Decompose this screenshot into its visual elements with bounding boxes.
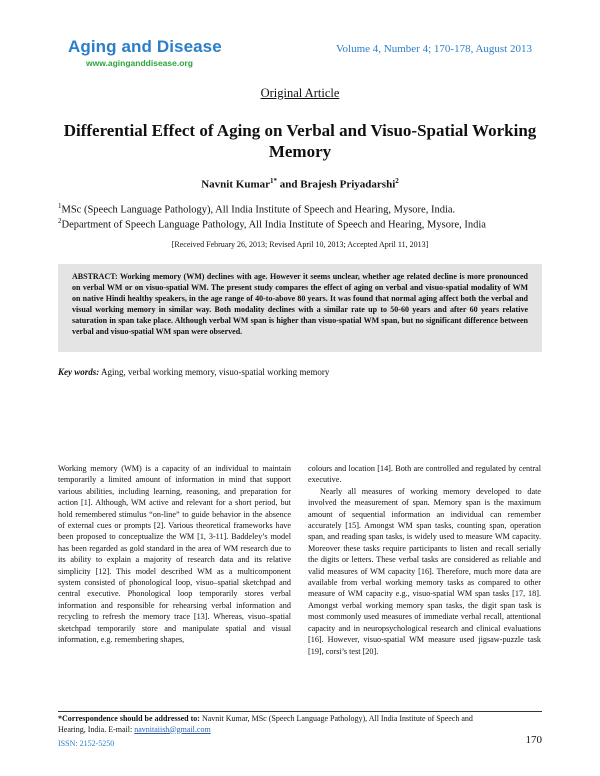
issn: ISSN: 2152-5250 [58, 739, 115, 748]
body-paragraph: colours and location [14]. Both are controlled and regulated by central executive. [308, 464, 541, 485]
email-link[interactable]: navnitaiish@gmail.com [134, 724, 211, 734]
journal-name: Aging and Disease [68, 37, 222, 56]
page-number: 170 [525, 734, 542, 746]
affiliation-2 [58, 214, 560, 233]
footnote-divider [58, 711, 542, 712]
body-column-left [58, 463, 291, 646]
affiliation-1-text: MSc (Speech Language Pathology), All India Institute of Speech and Hearing, Mysore, India. [61, 204, 456, 216]
body-paragraph: Working memory (WM) is a capacity of an individual to maintain temporarily a limited amount of information in mind that support various abilities, including learning, reasoning, and preparation for action [1]. Although, WM active and relevant for a short period, but hold remembered stimulus “on-line” to guide behavior in the absence of external cues or prompts [2]. Various theoretical frameworks have been proposed to conceptualize the WM [1, 3-11]. Baddeley’s model has been regarded as gold standard in the area of WM research due to its ability to explain a majority of research data and its relative simplicity [12]. This model described WM as a multicomponent system consisted of phonological loop, visuo–spatial sketchpad and central executive. Phonological loop temporarily stores verbal information and responsible for rehearsing verbal information and recycling to refresh the memory trace [13]. Whereas, visuo–spatial sketchpad temporarily store and manipulate spatial and visual information, e.g. remembering shapes, [58, 464, 291, 645]
abstract-text: ABSTRACT: Working memory (WM) declines with age. However it seems unclear, whether age related decline is more pronounced on verbal WM or on visuo-spatial WM. The present study compares the effect of aging on verbal and visuo-spatial modality of WM on native Hindi healthy speakers, in the age range of 40-to-above 80 years. It was found that normal aging affect both the verbal and visual working memory in similar way. Both modality declines with a similar rate up to 50-60 years and after 60 years relative saturation in span take place. Although verbal WM span is higher than visuo-spatial WM span, but no significant difference between verbal and visuo-spatial WM span were observed. [72, 272, 528, 336]
affiliation-1-superscript: 1 [58, 202, 62, 210]
journal-url[interactable]: www.aginganddisease.org [86, 58, 193, 68]
body-paragraph: Nearly all measures of working memory developed to date involved the measurement of span. Memory span is the maximum amount of sequential information an individual can remember accurately [15]. Amongst WM span tasks, counting span, operation span, and reading span tasks, is widely used to measure WM capacity. Moreover these tasks require participants to listen and recall serially the digits or letters. These verbal tasks are considered as reliable and valid measures of WM capacity [16]. Therefore, much more data are available from verbal working memory tasks as compared to other measure of WM capacity e.g., visuo-spatial WM span tasks [17, 18]. Amongst verbal working memory span tasks, the digit span task is most commonly used measures of immediate verbal recall, attentional capacity and in neuropsychological research and clinical evaluations [16]. However, visuo-spatial WM measure used jigsaw-puzzle task [19], corsi’s test [20]. [308, 486, 541, 656]
author-1-superscript: 1* [269, 177, 277, 185]
author-2-name: Brajesh Priyadarshi [300, 178, 396, 191]
article-type: Original Article [260, 86, 340, 100]
authors [0, 177, 600, 191]
correspondence-label: *Correspondence should be addressed to: [58, 714, 200, 723]
correspondence-text: Navnit Kumar, MSc (Speech Language Pathology), All India Institute of Speech and Hearing, India. E-mail: [58, 714, 473, 734]
keywords [58, 367, 329, 377]
volume-info: Volume 4, Number 4; 170-178, August 2013 [336, 43, 532, 55]
affiliation-2-superscript: 2 [58, 217, 62, 225]
article-title: Differential Effect of Aging on Verbal and Visuo-Spatial Working Memory [63, 121, 537, 161]
author-2-superscript: 2 [395, 177, 399, 185]
correspondence-footnote [58, 714, 498, 735]
keywords-text: Aging, verbal working memory, visuo-spatial working memory [101, 367, 330, 377]
keywords-label: Key words: [58, 367, 100, 377]
received-dates: [Received February 26, 2013; Revised April 10, 2013; Accepted April 11, 2013] [171, 240, 429, 249]
affiliation-2-text: Department of Speech Language Pathology, All India Institute of Speech and Hearing, Mysore, India [61, 219, 486, 231]
body-column-right [308, 463, 541, 657]
author-separator: and [276, 178, 301, 191]
author-1-name: Navnit Kumar [201, 178, 270, 191]
